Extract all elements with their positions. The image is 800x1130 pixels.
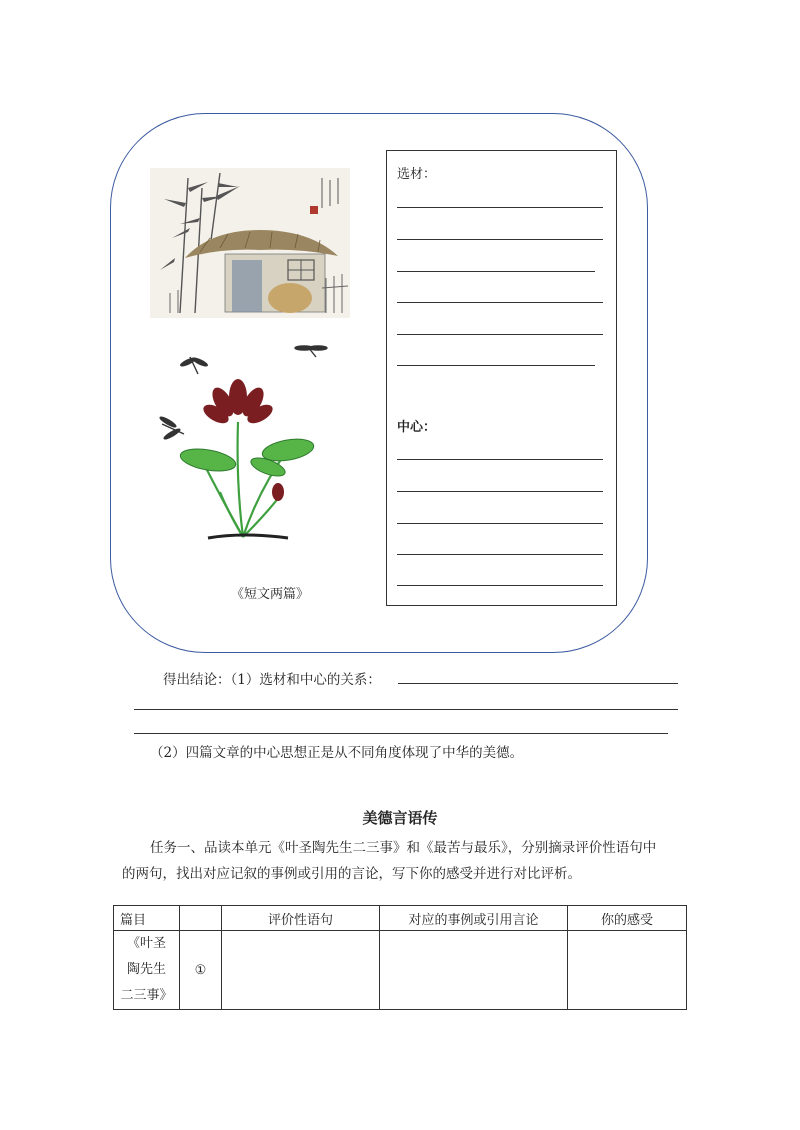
conclusion-line-2: （2）四篇文章的中心思想正是从不同角度体现了中华的美德。 [150,745,524,761]
example-cell[interactable] [380,931,568,1010]
selection-line[interactable] [397,239,603,240]
evaluation-cell[interactable] [222,931,380,1010]
center-line[interactable] [397,585,603,586]
table-row [114,931,687,1010]
conclusion-answer-line[interactable] [398,683,678,684]
section-title: 美德言语传 [362,809,438,827]
header-example: 对应的事例或引用言论 [380,906,568,931]
selection-line[interactable] [397,302,603,303]
selection-line[interactable] [397,334,603,335]
evaluation-table [113,905,687,1010]
header-piece: 篇目 [114,906,180,931]
conclusion-answer-line[interactable] [134,709,678,710]
center-line[interactable] [397,554,603,555]
thatched-hut-painting [150,168,350,318]
header-feeling: 你的感受 [568,906,687,931]
header-evaluation: 评价性语句 [222,906,380,931]
piece-line: 《叶圣 [126,936,166,951]
center-line[interactable] [397,459,603,460]
conclusion-answer-line[interactable] [134,733,668,734]
answer-box [386,150,617,606]
piece-cell [114,931,180,1010]
center-label: 中心： [397,420,437,435]
index-cell: ① [180,931,222,1010]
task-instruction-line-1: 任务一、品读本单元《叶圣陶先生二三事》和《最苦与最乐》，分别摘录评价性语句中 [150,840,657,856]
center-line[interactable] [397,491,603,492]
feeling-cell[interactable] [568,931,687,1010]
piece-line: 二三事》 [120,988,173,1003]
header-index [180,906,222,931]
selection-line[interactable] [397,365,595,366]
lotus-painting [148,342,338,552]
table-header-row [114,906,687,931]
conclusion-line-1: 得出结论：（1）选材和中心的关系： [163,672,381,688]
selection-line[interactable] [397,271,595,272]
piece-line: 陶先生 [126,962,166,977]
center-line[interactable] [397,523,603,524]
selection-label: 选材： [397,167,437,182]
selection-line[interactable] [397,207,603,208]
task-instruction-line-2: 的两句，找出对应记叙的事例或引用的言论，写下你的感受并进行对比评析。 [122,866,581,882]
image-caption: 《短文两篇》 [230,587,309,602]
